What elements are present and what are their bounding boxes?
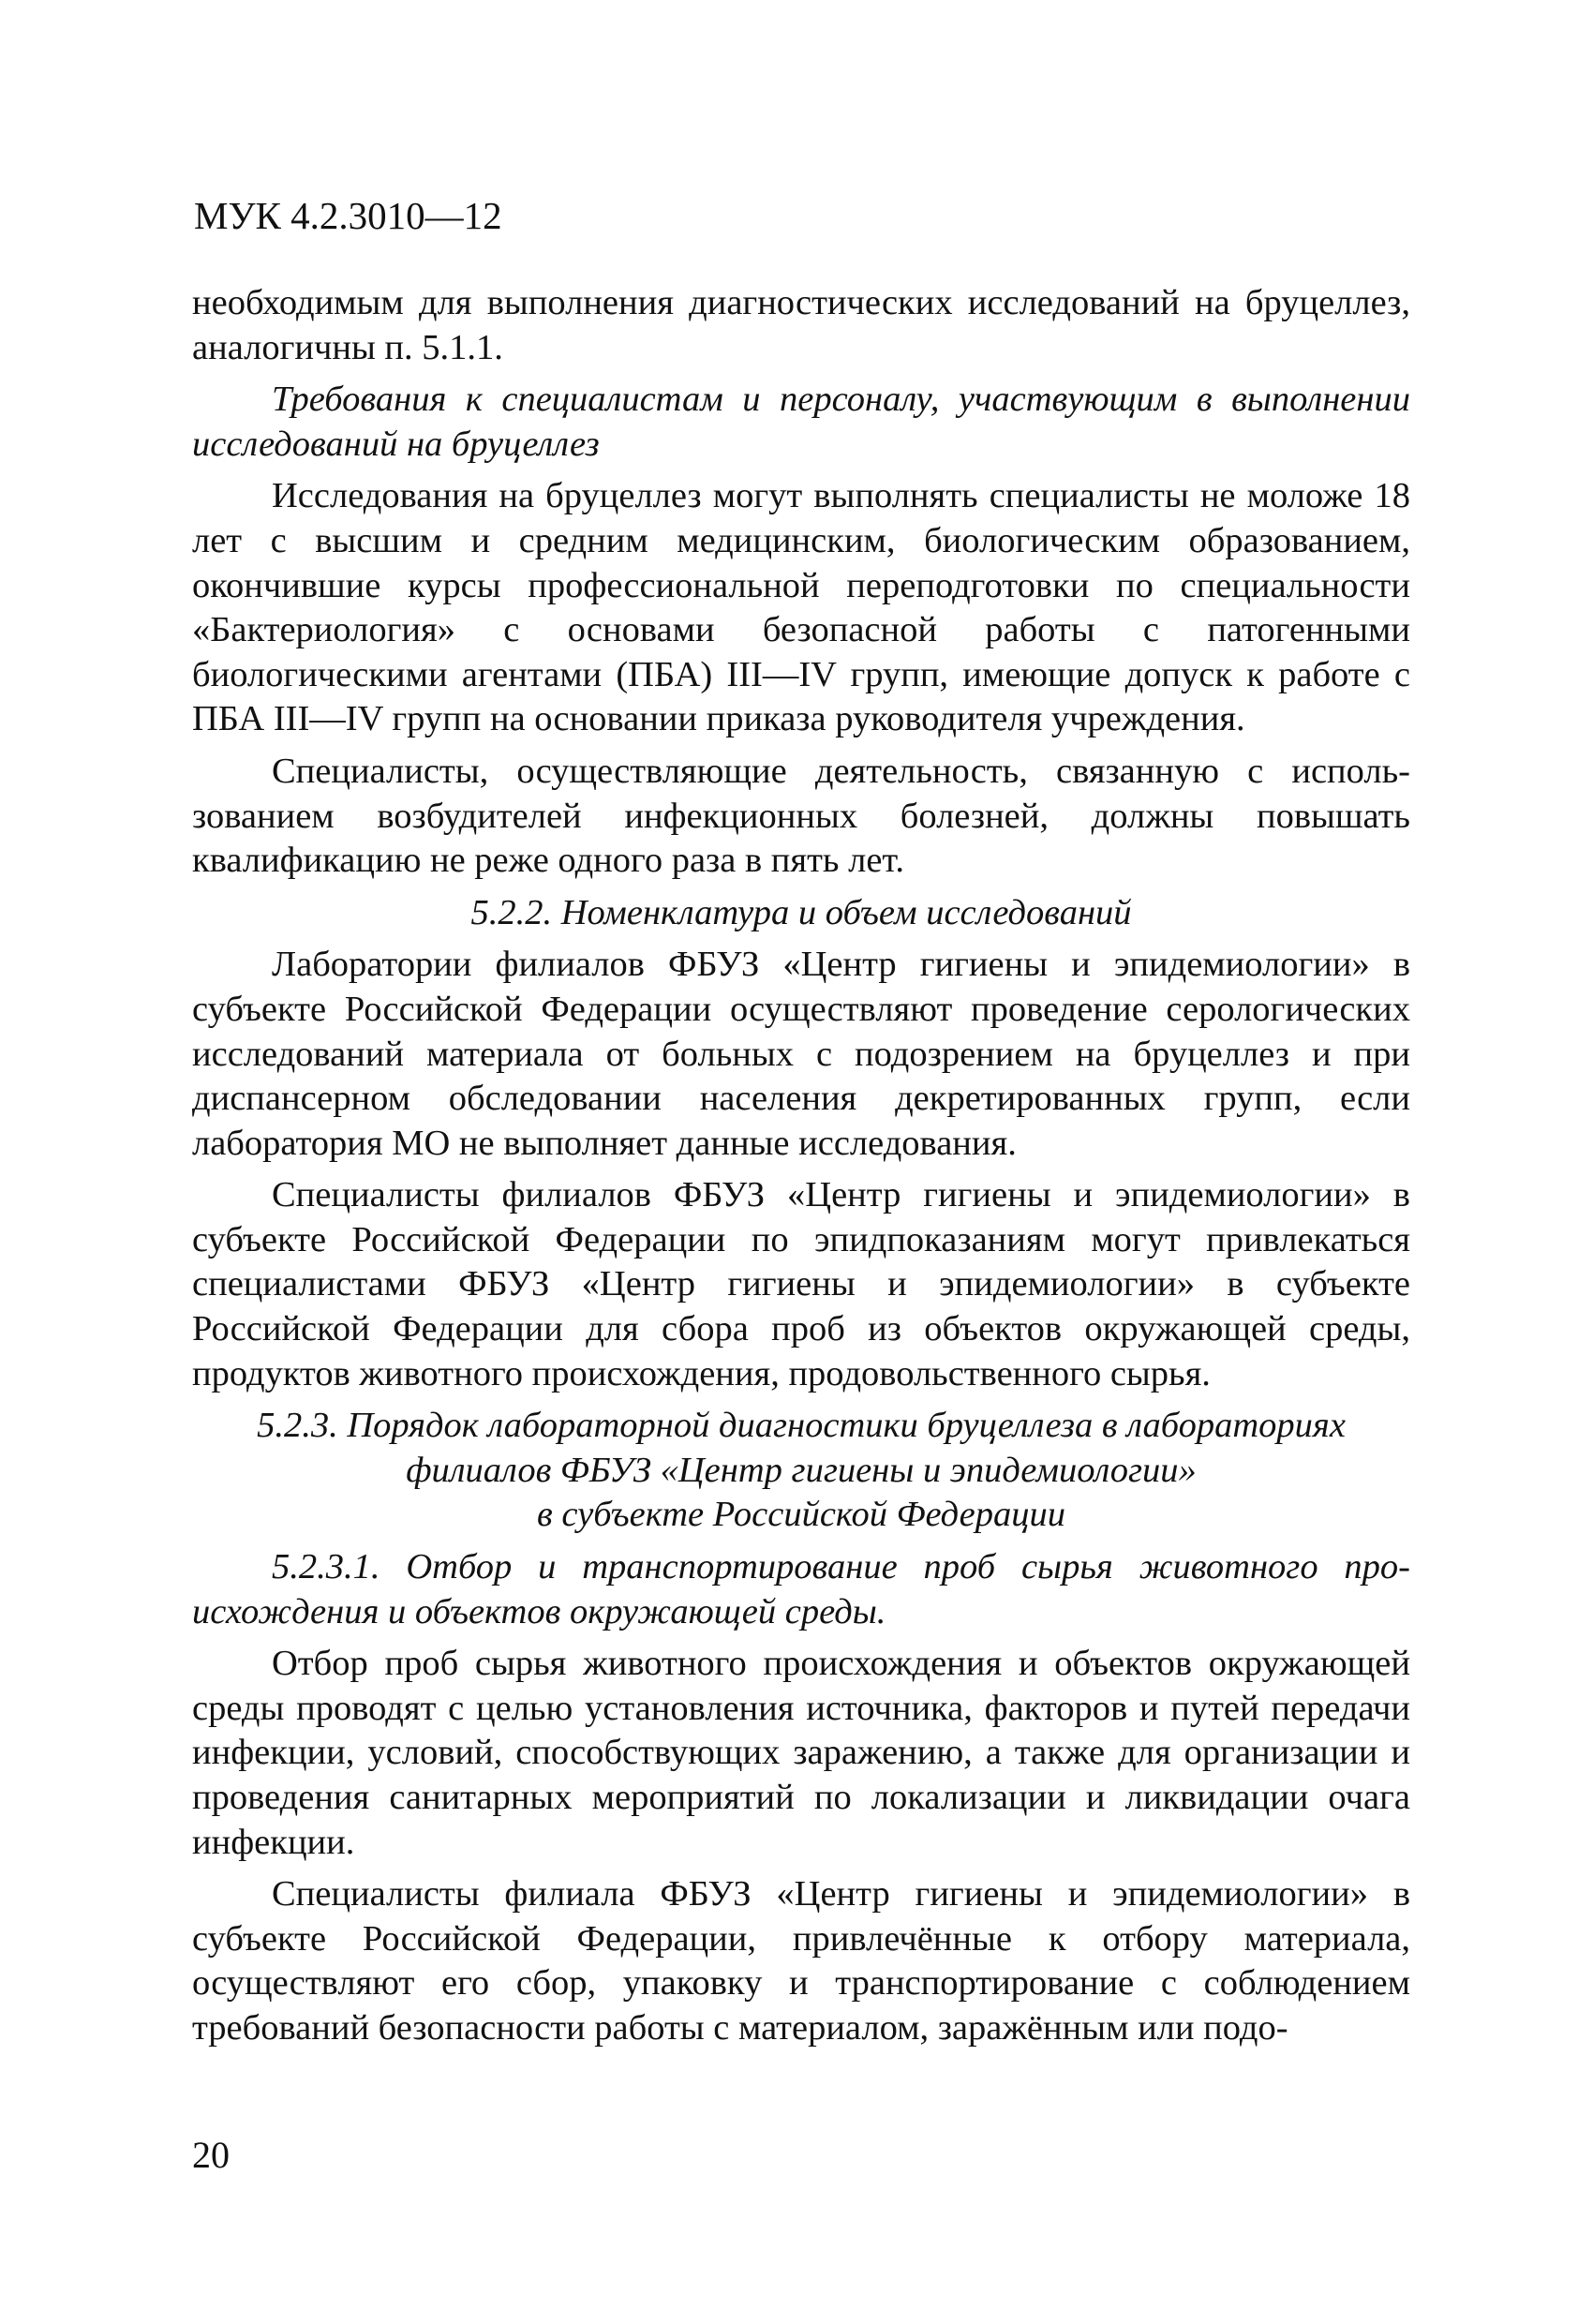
paragraph-sampling-purpose: Отбор проб сырья животного происхождения и объектов окружающей среды проводят с целью установления источника, факторов и путей передачи инфекции, условий, способствующих заражению, а также для организации и проведения санитарных мероприятий по локализации и ликвидации очага инфекции. bbox=[192, 1644, 1410, 1862]
section-heading-5-2-3-line-3: в субъекте Российской Федерации bbox=[537, 1495, 1065, 1535]
section-heading-5-2-3-line-1: 5.2.3. Порядок лабораторной диагностики бруцеллеза в лабораториях bbox=[257, 1406, 1346, 1446]
paragraph-branch-specialists: Специалисты филиалов ФБУЗ «Центр гигиены и эпидемиологии» в субъекте Российской Федерации по эпидпоказаниям могут привлекаться специалистами ФБУЗ «Центр гигиены и эпидемиологии» в субъекте Российской Федерации для сбора проб из объектов окружающей среды, продуктов животного происхождения, продовольственного сырья. bbox=[192, 1175, 1410, 1393]
paragraph-qualification-upgrade: Специалисты, осуществляющие деятельность, связанную с использованием возбудителей инфекционных болезней, должны повышать квалификацию не реже одного раза в пять лет. bbox=[192, 751, 1410, 881]
section-heading-5-2-2: 5.2.2. Номенклатура и объем исследований bbox=[470, 892, 1132, 932]
body-text bbox=[192, 281, 1410, 2059]
paragraph-continuation: необходимым для выполнения диагностических исследований на бруцеллез, аналогичны п. 5.1.1. bbox=[192, 283, 1410, 367]
paragraph-sampling-specialists: Специалисты филиала ФБУЗ «Центр гигиены и эпидемиологии» в субъекте Российской Федерации, привлечённые к отбору материала, осуществляют его сбор, упаковку и транспортирование с соблюдением требований безопасности работы с материалом, заражённым или подо- bbox=[192, 1874, 1410, 2048]
subheading-personnel-requirements: Требования к специалистам и персоналу, участвующим в выполнении исследований на бруцеллез bbox=[192, 380, 1410, 464]
paragraph-laboratory-branches: Лаборатории филиалов ФБУЗ «Центр гигиены и эпидемиологии» в субъекте Российской Федерации осуществляют проведение серологических исследований материала от больных с подозрением на бруцеллез и при диспансерном обследовании населения декретированных групп, если лаборатория МО не выполняет данные исследования. bbox=[192, 945, 1410, 1163]
page-number: 20 bbox=[192, 2134, 230, 2176]
subsection-heading-5-2-3-1: 5.2.3.1. Отбор и транспортирование проб сырья животного происхождения и объектов окружающей среды. bbox=[192, 1547, 1410, 1631]
running-header-document-code: МУК 4.2.3010—12 bbox=[194, 194, 502, 237]
paragraph-specialist-qualifications: Исследования на бруцеллез могут выполнять специалисты не моложе 18 лет с высшим и средним медицинским, биологическим образованием, окончившие курсы профессиональной переподготовки по специальности «Бактериология» с основами безопасной работы с патогенными биологическими агентами (ПБА) III—IV групп, имеющие допуск к работе с ПБА III—IV групп на основании приказа руководителя учреждения. bbox=[192, 476, 1410, 739]
section-heading-5-2-3-line-2: филиалов ФБУЗ «Центр гигиены и эпидемиологии» bbox=[406, 1450, 1197, 1490]
